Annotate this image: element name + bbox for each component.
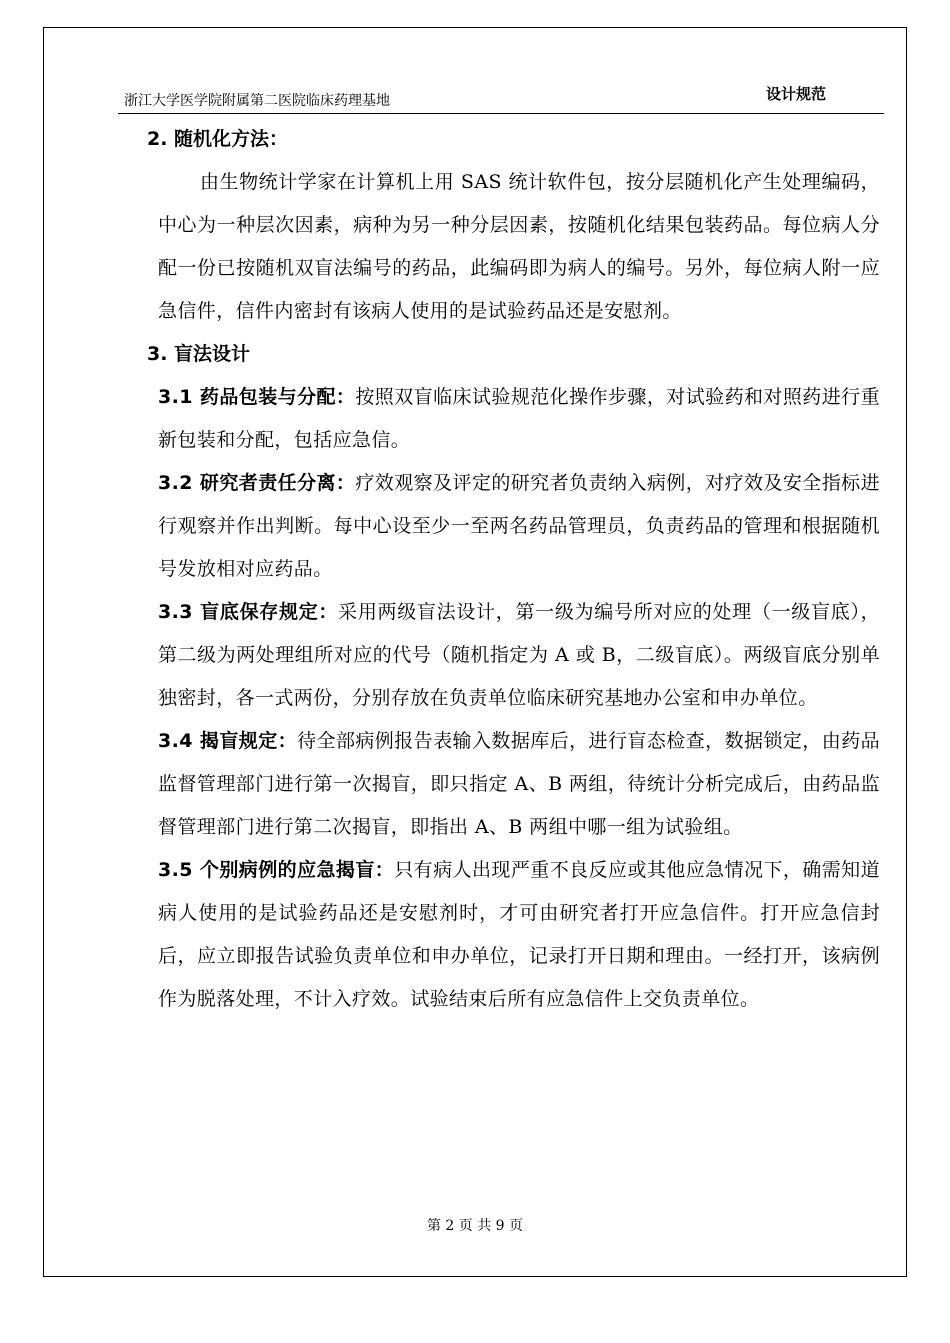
subsection-3-4-text: 待全部病例报告表输入数据库后，进行盲态检查，数据锁定，由药品监督管理部门进行第一次揭盲，即只指定 A、B 两组，待统计分析完成后，由药品监督管理部门进行第二次揭盲，即指出 A、B 两组中哪一组为试验组。: [158, 730, 880, 838]
subsection-3-5-text: 只有病人出现严重不良反应或其他应急情况下，确需知道病人使用的是试验药品还是安慰剂时，才可由研究者打开应急信件。打开应急信封后，应立即报告试验负责单位和申办单位，记录打开日期和理由。一经打开，该病例作为脱落处理，不计入疗效。试验结束后所有应急信件上交负责单位。: [158, 859, 880, 1010]
subsection-3-5-label: 3.5 个别病例的应急揭盲：: [158, 859, 395, 881]
section-3-title: 3. 盲法设计: [147, 343, 251, 365]
subsection-3-3-text: 采用两级盲法设计，第一级为编号所对应的处理（一级盲底），第二级为两处理组所对应的代号（随机指定为 A 或 B，二级盲底）。两级盲底分别单独密封，各一式两份，分别存放在负责单位临床研究基地办公室和申办单位。: [158, 601, 880, 709]
subsection-3-4-label: 3.4 揭盲规定：: [158, 730, 298, 752]
header-doc-type: 设计规范: [765, 85, 826, 103]
document-body: [147, 118, 880, 1021]
section-2-title: 2. 随机化方法：: [147, 128, 289, 150]
subsection-3-3: [158, 591, 880, 720]
subsection-3-2-label: 3.2 研究者责任分离：: [158, 472, 356, 494]
subsection-3-2-text: 疗效观察及评定的研究者负责纳入病例，对疗效及安全指标进行观察并作出判断。每中心设至少一至两名药品管理员，负责药品的管理和根据随机号发放相对应药品。: [158, 472, 880, 580]
subsection-3-1-text: 按照双盲临床试验规范化操作步骤，对试验药和对照药进行重新包装和分配，包括应急信。: [158, 386, 880, 451]
header-institution: 浙江大学医学院附属第二医院临床药理基地: [124, 93, 390, 109]
page-footer: [0, 1215, 950, 1235]
subsection-3-1: [158, 376, 880, 462]
subsection-3-1-label: 3.1 药品包装与分配：: [158, 386, 356, 408]
subsection-3-2: [158, 462, 880, 591]
page-header: [118, 80, 884, 114]
subsection-3-4: [158, 720, 880, 849]
subsection-3-3-label: 3.3 盲底保存规定：: [158, 601, 339, 623]
section-2-paragraph: 由生物统计学家在计算机上用 SAS 统计软件包，按分层随机化产生处理编码，中心为一种层次因素，病种为另一种分层因素，按随机化结果包装药品。每位病人分配一份已按随机双盲法编号的药品，此编码即为病人的编号。另外，每位病人附一应急信件，信件内密封有该病人使用的是试验药品还是安慰剂。: [158, 171, 880, 322]
page-number: 第 2 页 共 9 页: [426, 1218, 524, 1234]
subsection-3-5: [158, 849, 880, 1021]
